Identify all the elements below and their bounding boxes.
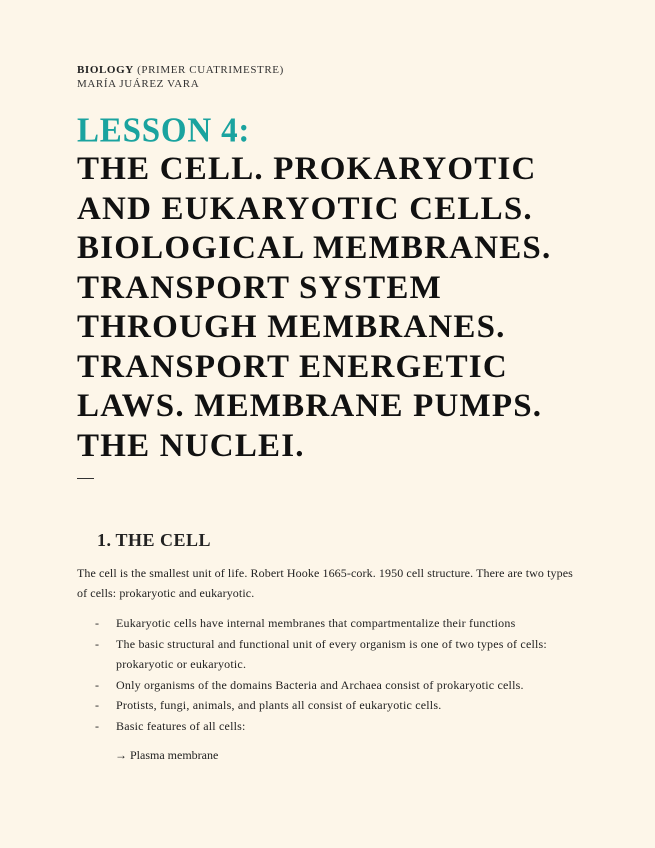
title-divider bbox=[77, 478, 94, 479]
title-line: AND EUKARYOTIC CELLS. bbox=[77, 190, 533, 227]
document-header bbox=[77, 63, 284, 91]
bullet-dash: - bbox=[95, 698, 100, 712]
list-item bbox=[95, 613, 575, 634]
list-item bbox=[95, 634, 575, 675]
title-line: LAWS. MEMBRANE PUMPS. bbox=[77, 388, 543, 424]
list-item-text: Protists, fungi, animals, and plants all consist of eukaryotic cells. bbox=[116, 698, 442, 712]
list-item bbox=[95, 675, 575, 696]
bullet-dash: - bbox=[95, 616, 100, 630]
author-name: MARÍA JUÁREZ VARA bbox=[77, 78, 200, 90]
list-item bbox=[95, 716, 575, 737]
lesson-label: LESSON 4: bbox=[77, 112, 251, 150]
title-line: THE CELL. PROKARYOTIC bbox=[77, 151, 537, 187]
title-line: TRANSPORT ENERGETIC bbox=[77, 348, 508, 385]
title-line: BIOLOGICAL MEMBRANES. bbox=[77, 230, 552, 266]
course-term: (PRIMER CUATRIMESTRE) bbox=[137, 64, 284, 76]
course-subject: BIOLOGY bbox=[77, 64, 134, 76]
bullet-list bbox=[95, 613, 575, 736]
section-heading bbox=[97, 530, 211, 551]
title-line: TRANSPORT SYSTEM bbox=[77, 269, 442, 306]
sub-list-item: → Plasma membrane bbox=[115, 748, 219, 762]
bullet-dash: - bbox=[95, 677, 100, 692]
bullet-dash: - bbox=[95, 636, 100, 651]
section-intro: The cell is the smallest unit of life. Robert Hooke 1665-cork. 1950 cell structure. There are two types of cells: prokaryotic and eukaryotic. bbox=[77, 566, 573, 600]
list-item-text: The basic structural and functional unit of every organism is one of two types of cells: prokaryotic or eukaryotic. bbox=[116, 636, 547, 671]
list-item-text: Basic features of all cells: bbox=[116, 718, 246, 733]
list-item bbox=[95, 695, 575, 716]
section-title: THE CELL bbox=[115, 530, 212, 550]
lesson-title bbox=[77, 150, 551, 466]
section-number: 1. bbox=[97, 530, 112, 550]
title-line: THE NUCLEI. bbox=[77, 427, 305, 464]
title-line: THROUGH MEMBRANES. bbox=[77, 309, 506, 345]
list-item-text: Eukaryotic cells have internal membranes that compartmentalize their functions bbox=[116, 616, 516, 630]
bullet-dash: - bbox=[95, 718, 100, 733]
course-line bbox=[77, 63, 284, 77]
list-item-text: Only organisms of the domains Bacteria and Archaea consist of prokaryotic cells. bbox=[116, 677, 524, 692]
